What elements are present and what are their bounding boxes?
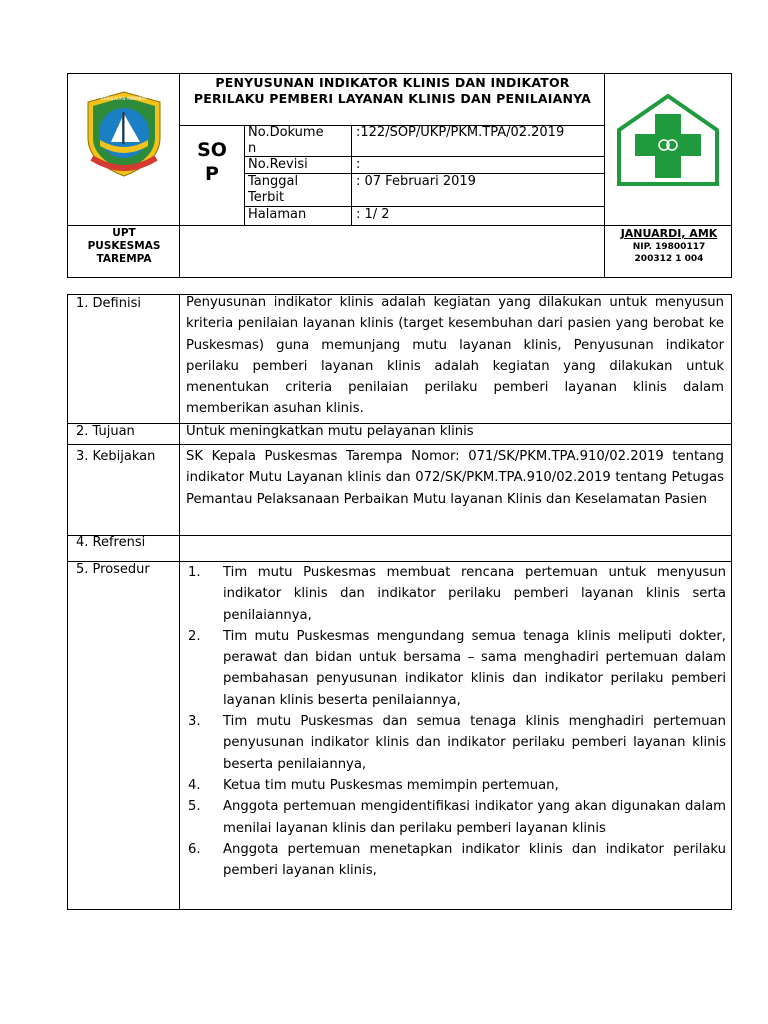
section-label-refrensi: 4. Refrensi [76,535,146,550]
step-number: 6. [188,841,201,857]
section-text-tujuan: Untuk meningkatkan mutu pelayanan klinis [186,424,474,439]
signer-nip-line1: NIP. 19800117 [632,242,706,252]
organization-name [68,226,180,266]
procedure-step [186,839,726,882]
doc-number-value: :122/SOP/UKP/PKM.TPA/02.2019 [356,125,565,140]
step-text: Tim mutu Puskesmas dan semua tenaga klinis menghadiri pertemuan penyusunan indikator klinis dan indikator perilaku pemberi layanan klinis beserta penilaiannya, [223,714,726,772]
step-number: 5. [188,799,201,815]
section-label-definisi: 1. Definisi [76,296,141,311]
sop-label-line2: P [205,163,219,185]
step-text: Anggota pertemuan mengidentifikasi indikator yang akan digunakan dalam menilai layanan klinis dan perilaku pemberi layanan klinis [223,799,726,836]
document-title: PENYUSUNAN INDIKATOR KLINIS DAN INDIKATOR PERILAKU PEMBERI LAYANAN KLINIS DAN PENILAIANYA [193,75,592,106]
section-label-kebijakan: 3. Kebijakan [76,449,156,464]
signature-block [605,226,733,265]
procedure-step [186,711,726,775]
org-line1: UPT [112,227,136,239]
sop-label-line1: SO [197,139,227,161]
revision-label: No.Revisi [248,157,308,172]
step-text: Ketua tim mutu Puskesmas memimpin pertemuan, [223,777,559,793]
org-line2: PUSKESMAS [87,240,161,252]
issue-date-value: : 07 Februari 2019 [356,174,476,189]
puskesmas-cross-logo [615,94,721,188]
step-number: 3. [188,714,201,730]
step-text: Tim mutu Puskesmas mengundang semua tenaga klinis meliputi dokter, perawat dan bidan untuk bersama – sama menghadiri pertemuan dalam pembahasan penyusunan indikator klinis dan indikator perilaku pemberi layanan klinis beserta penilaiannya, [223,628,726,708]
page-label: Halaman [248,207,307,222]
section-text-definisi: Penyusunan indikator klinis adalah kegiatan yang dilakukan untuk menyusun kriteria penilaian layanan klinis (target kesembuhan dari pasien yang berobat ke Puskesmas) guna memunjang mutu layanan klinis, Penyusunan indikator perilaku pemberi layanan klinis adalah kegiatan yang dilakukan untuk menentukan criteria penilaian perilaku pemberi layanan klinis dalam memberikan asuhan klinis. [186,295,724,417]
step-number: 1. [188,565,201,580]
section-text-kebijakan: SK Kepala Puskesmas Tarempa Nomor: 071/SK/PKM.TPA.910/02.2019 tentang indikator Mutu Layanan klinis dan 072/SK/PKM.TPA.910/02.2019 tentang Petugas Pemantau Pelaksanaan Perbaikan Mutu layanan Klinis dan Keselamatan Pasien [186,449,724,507]
sop-label [180,126,244,226]
step-text: Anggota pertemuan menetapkan indikator klinis dan indikator perilaku pemberi layanan klinis, [223,841,726,879]
page-value: : 1/ 2 [356,207,390,222]
section-label-tujuan: 2. Tujuan [76,424,135,439]
sop-header-table [67,73,732,278]
step-number: 4. [188,777,201,793]
org-line3: TAREMPA [96,253,152,265]
sop-content-table [67,294,732,910]
doc-number-label: No.Dokume n [248,125,324,156]
step-text: Tim mutu Puskesmas membuat rencana pertemuan untuk menyusun indikator klinis dan indikator perilaku pemberi layanan klinis serta penilaiannya, [223,565,726,623]
logo-text: KEPULAUAN ANAMBAS [101,96,147,101]
issue-date-label: Tanggal Terbit [248,174,299,205]
procedure-step [186,796,726,839]
step-number: 2. [188,628,201,644]
procedure-step [186,562,726,626]
signer-nip-line2: 200312 1 004 [634,254,704,264]
procedure-step [186,626,726,711]
procedure-list [186,562,726,881]
procedure-step [186,775,726,796]
kabupaten-logo [78,88,170,180]
section-label-prosedur: 5. Prosedur [76,562,150,577]
revision-value: : [356,157,361,172]
signer-name: JANUARDI, AMK [620,227,718,240]
